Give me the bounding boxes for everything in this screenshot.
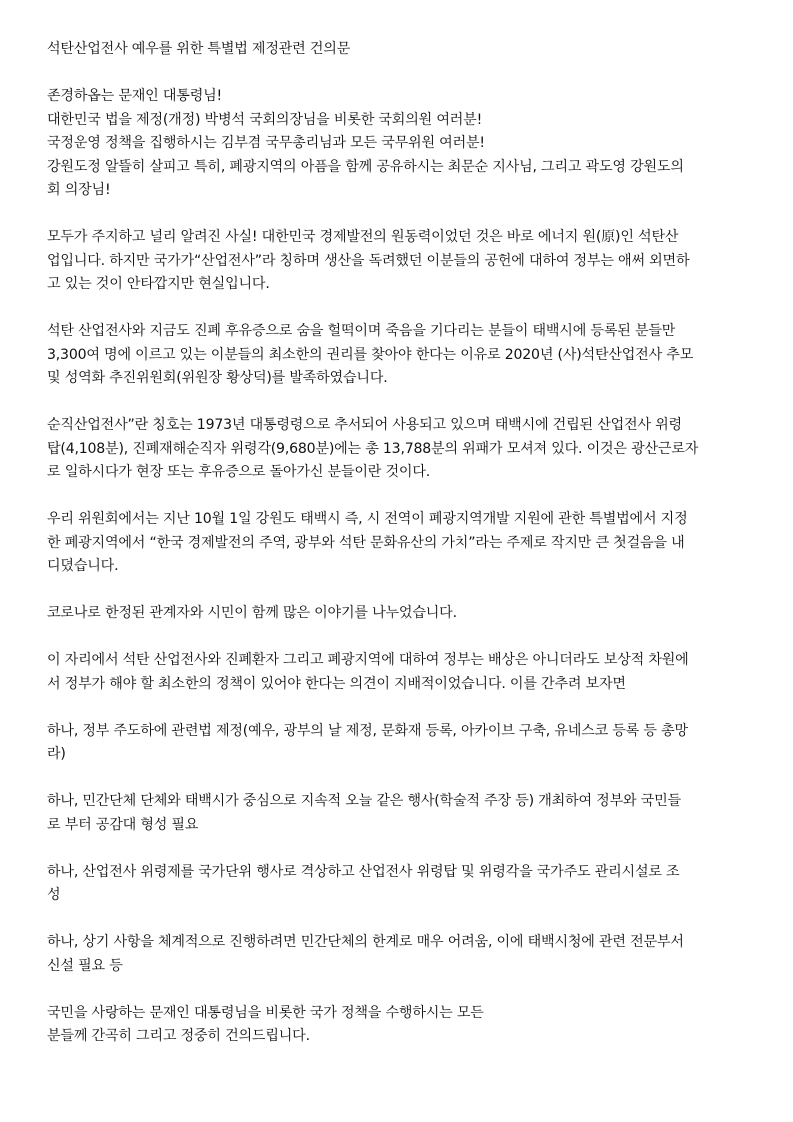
text-line: 및 성역화 추진위원회(위원장 황상덕)를 발족하였습니다. [47,370,388,386]
paragraph-spacer [47,485,752,509]
paragraph-spacer [47,203,752,227]
text-line: 석탄 산업전사와 지금도 진폐 후유증으로 숨을 헐떡이며 죽음을 기다리는 분들이 태백시에 등록된 분들만 [47,323,676,339]
paragraph-spacer [47,837,752,861]
text-line: 하나, 정부 주도하에 관련법 제정(예우, 광부의 날 제정, 문화재 등록, 아카이브 구축, 유네스코 등록 등 총망 [47,722,688,739]
text-line: 국민을 사랑하는 문재인 대통령님을 비롯한 국가 정책을 수행하시는 모든 [47,1004,484,1021]
text-line: 존경하옵는 문재인 대통령님! [47,88,222,104]
paragraph-spacer [47,767,752,791]
text-line: 성 [47,887,61,903]
paragraph [47,931,752,978]
document-page [47,38,752,1049]
text-line: 신설 필요 등 [47,957,123,974]
text-line: 국정운영 정책을 집행하시는 김부겸 국무총리님과 모든 국무위원 여러분! [47,135,485,151]
text-line: 3,300여 명에 이르고 있는 이분들의 최소한의 권리를 찾아야 한다는 이유로 2020년 (사)석탄산업전사 추모 [47,346,694,363]
paragraph [47,320,752,391]
paragraph-spacer [47,978,752,1002]
paragraph [47,649,752,696]
paragraph [47,414,752,485]
text-line: 한 폐광지역에서 “한국 경제발전의 주역, 광부와 석탄 문화유산의 가치”라는 주제로 작지만 큰 첫걸음을 내 [47,534,685,551]
text-line: 로 일하시다가 현장 또는 후유증으로 돌아가신 분들이란 것이다. [47,464,431,480]
text-line: 회 의장님! [47,182,111,198]
paragraph-spacer [47,579,752,603]
text-line: 하나, 민간단체 단체와 태백시가 중심으로 지속적 오늘 같은 행사(학술적 주장 등) 개최하여 정부와 국민들 [47,793,681,809]
text-line: 고 있는 것이 안타깝지만 현실입니다. [47,276,270,292]
paragraph [47,85,752,203]
text-line: 라) [47,746,66,762]
text-line: 대한민국 법을 제정(개정) 박병석 국회의장님을 비롯한 국회의원 여러분! [47,111,483,128]
text-line: 하나, 산업전사 위령제를 국가단위 행사로 격상하고 산업전사 위령탑 및 위령각을 국가주도 관리시설로 조 [47,863,680,880]
text-line: 서 정부가 해야 할 최소한의 정책이 있어야 한다는 의견이 지배적이었습니다. 이를 간추려 보자면 [47,675,626,692]
paragraph-spacer [47,297,752,321]
paragraph-spacer [47,696,752,720]
text-line: 우리 위원회에서는 지난 10월 1일 강원도 태백시 즉, 시 전역이 폐광지역개발 지원에 관한 특별법에서 지정 [47,511,688,527]
text-line: 모두가 주지하고 널리 알려진 사실! 대한민국 경제발전의 원동력이었던 것은 바로 에너지 원(原)인 석탄산 [47,229,679,245]
paragraph-spacer [47,908,752,932]
text-line: 순직산업전사”란 칭호는 1973년 대통령령으로 추서되어 사용되고 있으며 태백시에 건립된 산업전사 위령 [47,417,682,433]
paragraph [47,226,752,297]
title-text: 석탄산업전사 예우를 위한 특별법 제정관련 건의문 [47,41,351,57]
text-line: 디뎠습니다. [47,558,119,574]
paragraph [47,790,752,837]
text-line: 업입니다. 하지만 국가가“산업전사”라 칭하며 생산을 독려했던 이분들의 공헌에 대하여 정부는 애써 외면하 [47,252,690,269]
text-line: 로 부터 공감대 형성 필요 [47,816,199,833]
text-line: 탑(4,108분), 진폐재해순직자 위령각(9,680분)에는 총 13,788분의 위패가 모셔져 있다. 이것은 광산근로자 [47,440,699,457]
text-line: 강원도정 알뜰히 살피고 특히, 폐광지역의 아픔을 함께 공유하시는 최문순 지사님, 그리고 곽도영 강원도의 [47,158,684,175]
paragraph [47,1002,752,1049]
paragraph-spacer [47,626,752,650]
paragraph-spacer [47,391,752,415]
paragraph [47,861,752,908]
paragraph [47,508,752,579]
paragraph [47,602,752,626]
text-line: 분들께 간곡히 그리고 정중히 건의드립니다. [47,1028,310,1044]
text-line: 하나, 상기 사항을 체계적으로 진행하려면 민간단체의 한계로 매우 어려움, 이에 태백시청에 관련 전문부서 [47,934,684,950]
text-line: 이 자리에서 석탄 산업전사와 진폐환자 그리고 폐광지역에 대하여 정부는 배상은 아니더라도 보상적 차원에 [47,652,689,668]
paragraph [47,720,752,767]
document-title [47,38,752,62]
text-line: 코로나로 한정된 관계자와 시민이 함께 많은 이야기를 나누었습니다. [47,605,457,621]
document-body [47,85,752,1049]
